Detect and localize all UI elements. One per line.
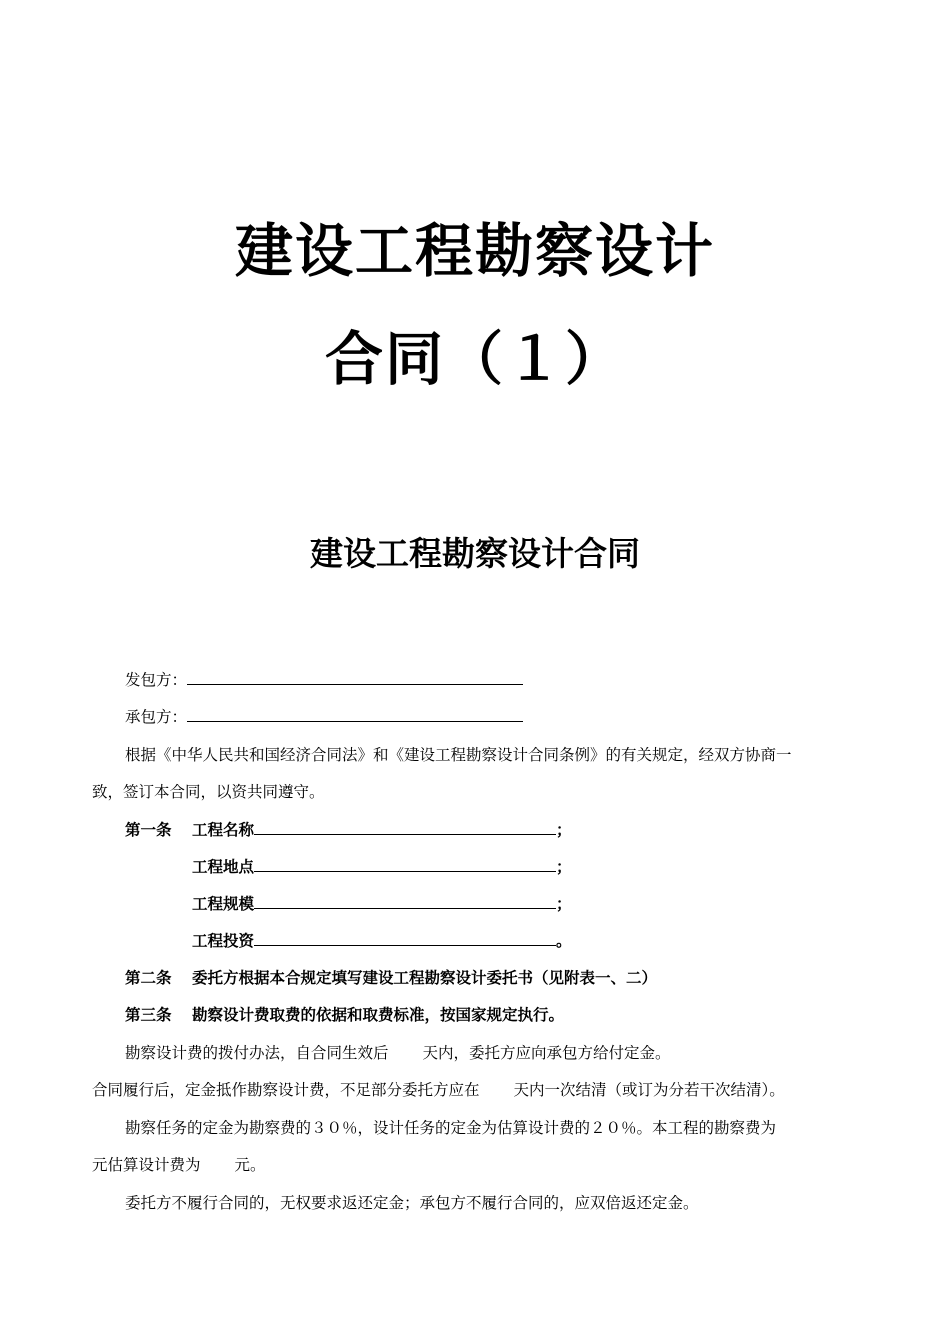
document-title-line1: 建设工程勘察设计: [234, 217, 715, 285]
article1-item-4: [192, 930, 572, 952]
breach-paragraph: 委托方不履行合同的，无权要求返还定金；承包方不履行合同的，应双倍返还定金。: [125, 1194, 699, 1212]
payment-paragraph-line2: [92, 1079, 785, 1101]
item-blank: [254, 856, 556, 872]
item-punct: ；: [556, 857, 572, 876]
article1-item-1: [192, 819, 572, 841]
contractor-party-line: [125, 706, 523, 728]
article1-item-3: [192, 893, 572, 915]
item-label: 工程规模: [192, 894, 255, 913]
text-segment: 元估算设计费为: [92, 1156, 201, 1174]
contractor-blank: [187, 706, 523, 722]
text-segment: 元。: [234, 1156, 266, 1174]
client-party-line: [125, 669, 523, 691]
payment-paragraph-line1: [125, 1042, 671, 1064]
item-punct: 。: [556, 931, 572, 950]
item-blank: [254, 819, 556, 835]
item-punct: ；: [556, 894, 572, 913]
item-label: 工程地点: [192, 857, 255, 876]
text-segment: 勘察设计费的拨付办法，自合同生效后: [125, 1044, 389, 1062]
text-segment: 天内，委托方应向承包方给付定金。: [422, 1044, 671, 1062]
client-blank: [187, 669, 523, 685]
contract-subtitle: 建设工程勘察设计合同: [310, 534, 640, 573]
article1-item-2: [192, 856, 572, 878]
deposit-paragraph-line2: [92, 1154, 266, 1176]
preamble-line2: 致，签订本合同，以资共同遵守。: [92, 783, 325, 801]
article2-heading: 第二条: [125, 968, 172, 987]
preamble-line1: 根据《中华人民共和国经济合同法》和《建设工程勘察设计合同条例》的有关规定，经双方协商一: [125, 746, 792, 764]
document-title-line2: 合同（１）: [324, 325, 625, 393]
article3-heading: 第三条: [125, 1005, 172, 1024]
client-label: 发包方：: [125, 671, 188, 689]
item-label: 工程投资: [192, 931, 255, 950]
article1-heading: 第一条: [125, 820, 172, 839]
item-blank: [254, 930, 556, 946]
item-blank: [254, 893, 556, 909]
text-segment: 天内一次结清（或订为分若干次结清）。: [513, 1081, 785, 1099]
article3-text: 勘察设计费取费的依据和取费标准，按国家规定执行。: [192, 1005, 565, 1024]
item-label: 工程名称: [192, 820, 255, 839]
item-punct: ；: [556, 820, 572, 839]
article2-text: 委托方根据本合规定填写建设工程勘察设计委托书（见附表一、二）: [192, 968, 658, 987]
contractor-label: 承包方：: [125, 708, 188, 726]
text-segment: 合同履行后，定金抵作勘察设计费，不足部分委托方应在: [92, 1081, 480, 1099]
deposit-paragraph-line1: 勘察任务的定金为勘察费的３０％，设计任务的定金为估算设计费的２０％。本工程的勘察费为: [125, 1119, 777, 1137]
